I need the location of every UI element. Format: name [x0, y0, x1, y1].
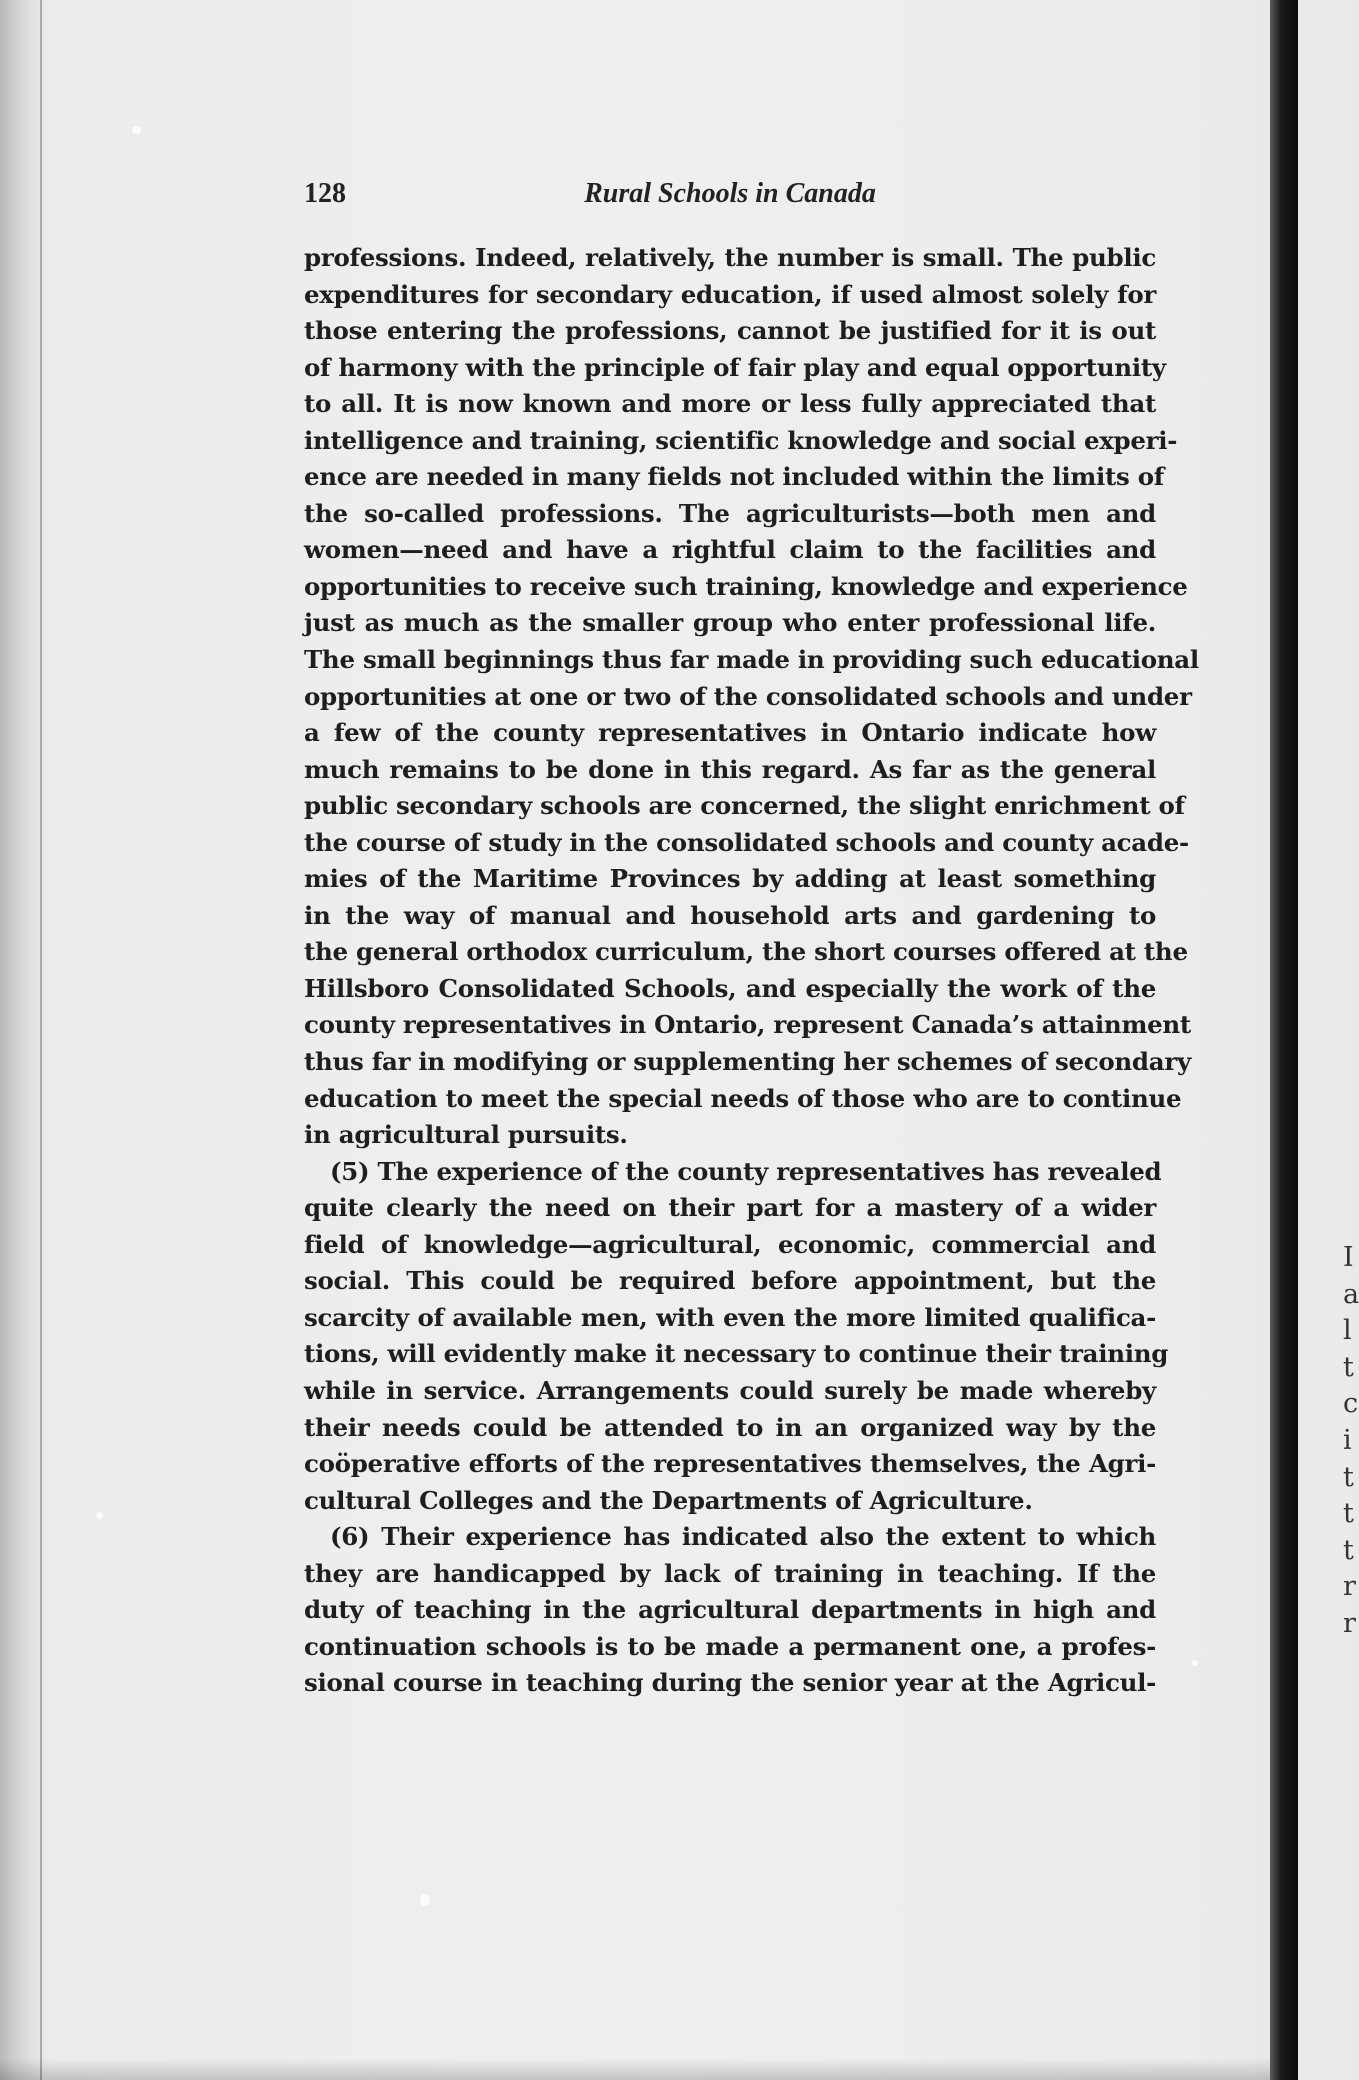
text-line: The small beginnings thus far made in providing such educational — [304, 645, 1199, 675]
text-line: the general orthodox curriculum, the short courses offered at the — [304, 937, 1188, 967]
running-title: Rural Schools in Canada — [584, 178, 876, 209]
text-line: education to meet the special needs of those who are to continue — [304, 1083, 1182, 1113]
text-line: coöperative efforts of the representatives themselves, the Agri- — [304, 1449, 1156, 1479]
facing-fragment: I — [1343, 1242, 1354, 1273]
facing-fragment: t — [1343, 1351, 1354, 1383]
facing-fragment: c — [1343, 1388, 1359, 1420]
text-line: their needs could be attended to in an organized way by the — [304, 1412, 1156, 1442]
facing-fragment: r — [1343, 1607, 1356, 1639]
text-line: in agricultural pursuits. — [304, 1120, 628, 1150]
text-line: they are handicapped by lack of training in teaching. If the — [304, 1558, 1156, 1588]
text-line: much remains to be done in this regard. As far as the general — [304, 754, 1156, 784]
text-line: of harmony with the principle of fair play and equal opportunity — [304, 352, 1166, 382]
text-line: public secondary schools are concerned, the slight enrichment of — [304, 791, 1185, 821]
facing-fragment: t — [1343, 1534, 1354, 1566]
facing-fragment: i — [1343, 1424, 1352, 1456]
text-line: expenditures for secondary education, if used almost solely for — [304, 279, 1156, 309]
page-header — [304, 178, 1156, 218]
text-line: field of knowledge—agricultural, economic, commercial and — [304, 1229, 1156, 1259]
dust-speck — [420, 1894, 430, 1906]
text-line: professions. Indeed, relatively, the number is small. The public — [304, 243, 1156, 272]
text-line: cultural Colleges and the Departments of Agriculture. — [304, 1485, 1033, 1515]
text-line: sional course in teaching during the senior year at the Agricul- — [304, 1668, 1156, 1698]
text-line: quite clearly the need on their part for a mastery of a wider — [304, 1193, 1156, 1223]
text-line: county representatives in Ontario, represent Canada’s attainment — [304, 1010, 1191, 1040]
dust-speck — [96, 1512, 103, 1519]
facing-fragment: a — [1343, 1278, 1359, 1310]
text-line: the so-called professions. The agriculturists—both men and — [304, 498, 1156, 528]
text-line: mies of the Maritime Provinces by adding at least something — [304, 864, 1156, 894]
facing-fragment: t — [1343, 1461, 1354, 1493]
text-line: scarcity of available men, with even the more limited qualifica- — [304, 1302, 1156, 1332]
text-line: women—need and have a rightful claim to the facilities and — [304, 535, 1156, 565]
text-line: duty of teaching in the agricultural departments in high and — [304, 1595, 1156, 1625]
text-line: continuation schools is to be made a permanent one, a profes- — [304, 1631, 1156, 1661]
text-line: intelligence and training, scientific knowledge and social experi- — [304, 425, 1178, 455]
page-number: 128 — [304, 178, 346, 209]
book-spine-gutter — [1270, 0, 1298, 2080]
text-line: opportunities to receive such training, knowledge and experience — [304, 571, 1188, 601]
facing-fragment: l — [1343, 1315, 1352, 1347]
dust-speck — [132, 126, 141, 134]
page-bottom-shadow — [0, 2058, 1270, 2080]
text-line: a few of the county representatives in Ontario indicate how — [304, 718, 1156, 748]
text-line: social. This could be required before appointment, but the — [304, 1266, 1156, 1296]
text-line: Hillsboro Consolidated Schools, and especially the work of the — [304, 973, 1156, 1003]
text-line: (6) Their experience has indicated also the extent to which — [330, 1522, 1156, 1552]
dust-speck — [1192, 1660, 1198, 1666]
body-text — [304, 240, 1199, 1702]
facing-fragment: t — [1343, 1498, 1354, 1530]
text-line: just as much as the smaller group who enter professional life. — [304, 608, 1156, 638]
facing-page-text — [1343, 1240, 1359, 1643]
text-line: thus far in modifying or supplementing her schemes of secondary — [304, 1047, 1191, 1077]
facing-fragment: r — [1343, 1571, 1356, 1603]
text-line: to all. It is now known and more or less fully appreciated that — [304, 389, 1156, 419]
text-line: those entering the professions, cannot be justified for it is out — [304, 316, 1156, 346]
text-line: in the way of manual and household arts and gardening to — [304, 900, 1156, 930]
text-line: the course of study in the consolidated schools and county acade- — [304, 827, 1189, 857]
text-line: (5) The experience of the county representatives has revealed — [330, 1156, 1162, 1186]
text-line: ence are needed in many fields not included within the limits of — [304, 462, 1165, 492]
text-line: while in service. Arrangements could surely be made whereby — [304, 1375, 1156, 1405]
page-edge-line — [40, 0, 42, 2080]
text-line: opportunities at one or two of the consolidated schools and under — [304, 681, 1192, 711]
facing-page-edge — [1298, 0, 1352, 2080]
text-line: tions, will evidently make it necessary to continue their training — [304, 1339, 1169, 1369]
